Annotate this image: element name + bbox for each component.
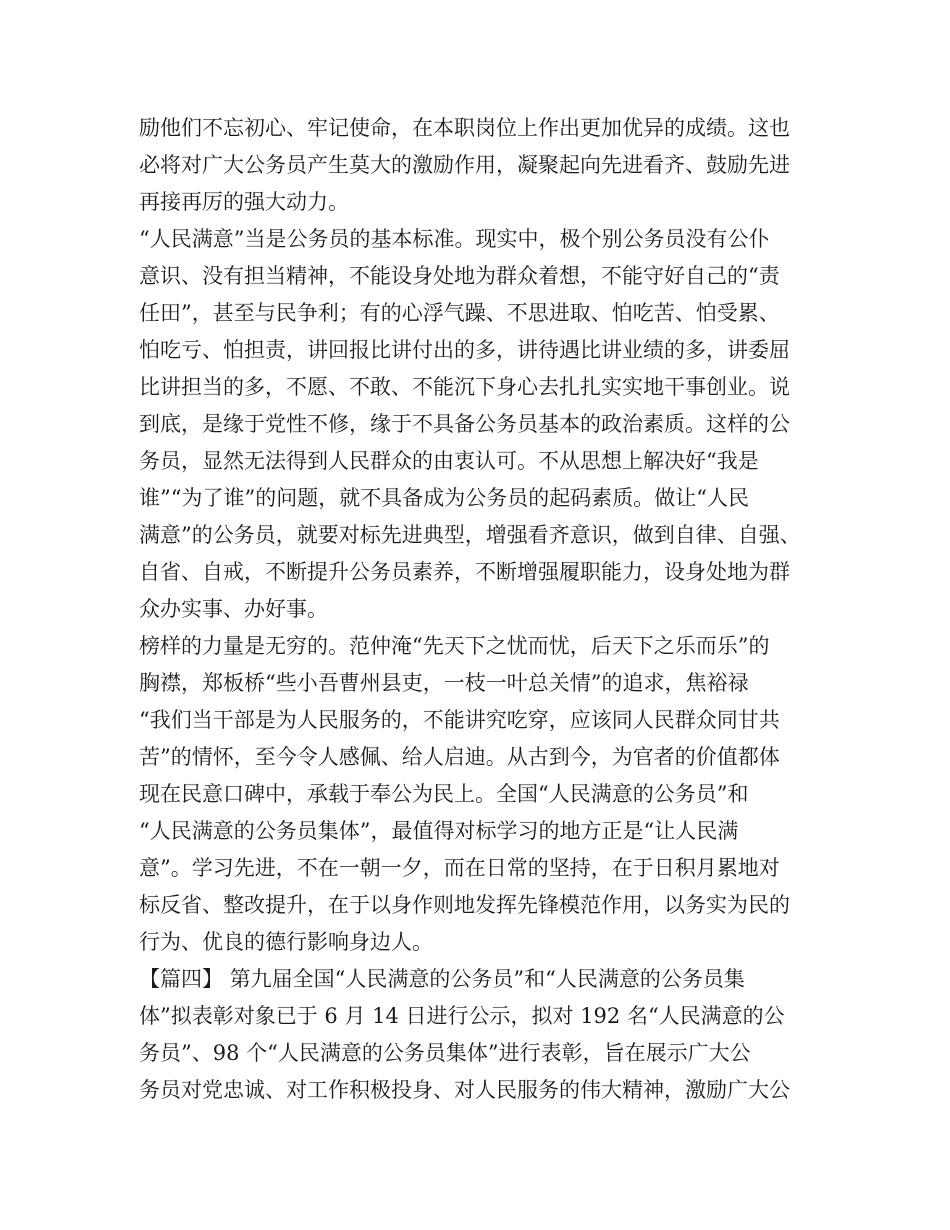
text-line: 务员对党忠诚、对工作积极投身、对人民服务的伟大精神，激励广大公	[139, 1078, 790, 1102]
text-line: 胸襟，郑板桥“些小吾曹州县吏，一枝一叶总关情”的追求，焦裕禄	[139, 671, 749, 695]
text-line: 标反省、整改提升，在于以身作则地发挥先锋模范作用，以务实为民的	[139, 893, 790, 917]
text-line: 行为、优良的德行影响身边人。	[139, 930, 433, 954]
text-line: 务员，显然无法得到人民群众的由衷认可。不从思想上解决好“我是	[139, 449, 759, 473]
text-line: 意识、没有担当精神，不能设身处地为群众着想，不能守好自己的“责	[139, 264, 780, 288]
text-line: 体”拟表彰对象已于 6 月 14 日进行公示，拟对 192 名“人民满意的公	[139, 1004, 785, 1028]
text-line: 怕吃亏、怕担责，讲回报比讲付出的多，讲待遇比讲业绩的多，讲委屈	[139, 338, 790, 362]
text-line: 苦”的情怀，至今令人感佩、给人启迪。从古到今，为官者的价值都体	[139, 745, 780, 769]
text-line: 现在民意口碑中，承载于奉公为民上。全国“人民满意的公务员”和	[139, 782, 749, 806]
text-line: 意”。学习先进，不在一朝一夕，而在日常的坚持，在于日积月累地对	[139, 856, 780, 880]
text-line: 务员”、98 个“人民满意的公务员集体”进行表彰，旨在展示广大公	[139, 1041, 751, 1065]
text-line: 任田”，甚至与民争利；有的心浮气躁、不思进取、怕吃苦、怕受累、	[139, 301, 780, 325]
text-line: “我们当干部是为人民服务的，不能讲究吃穿，应该同人民群众同甘共	[139, 708, 780, 732]
text-line: 【篇四】 第九届全国“人民满意的公务员”和“人民满意的公务员集	[139, 967, 745, 991]
text-line: 比讲担当的多，不愿、不敢、不能沉下身心去扎扎实实地干事创业。说	[139, 375, 790, 399]
text-line: 再接再厉的强大动力。	[139, 190, 349, 214]
text-line: 自省、自戒，不断提升公务员素养，不断增强履职能力，设身处地为群	[139, 560, 790, 584]
text-line: “人民满意”当是公务员的基本标准。现实中，极个别公务员没有公仆	[139, 227, 770, 251]
text-line: 榜样的力量是无穷的。范仲淹“先天下之忧而忧，后天下之乐而乐”的	[139, 634, 770, 658]
text-line: 必将对广大公务员产生莫大的激励作用，凝聚起向先进看齐、鼓励先进	[139, 153, 790, 177]
text-line: 满意”的公务员，就要对标先进典型，增强看齐意识，做到自律、自强、	[139, 523, 801, 547]
text-line: “人民满意的公务员集体”，最值得对标学习的地方正是“让人民满	[139, 819, 739, 843]
text-line: 众办实事、办好事。	[139, 597, 328, 621]
text-line: 到底，是缘于党性不修，缘于不具备公务员基本的政治素质。这样的公	[139, 412, 790, 436]
text-line: 励他们不忘初心、牢记使命，在本职岗位上作出更加优异的成绩。这也	[139, 116, 790, 140]
text-line: 谁”“为了谁”的问题，就不具备成为公务员的起码素质。做让“人民	[139, 486, 749, 510]
body-text	[139, 110, 819, 1109]
